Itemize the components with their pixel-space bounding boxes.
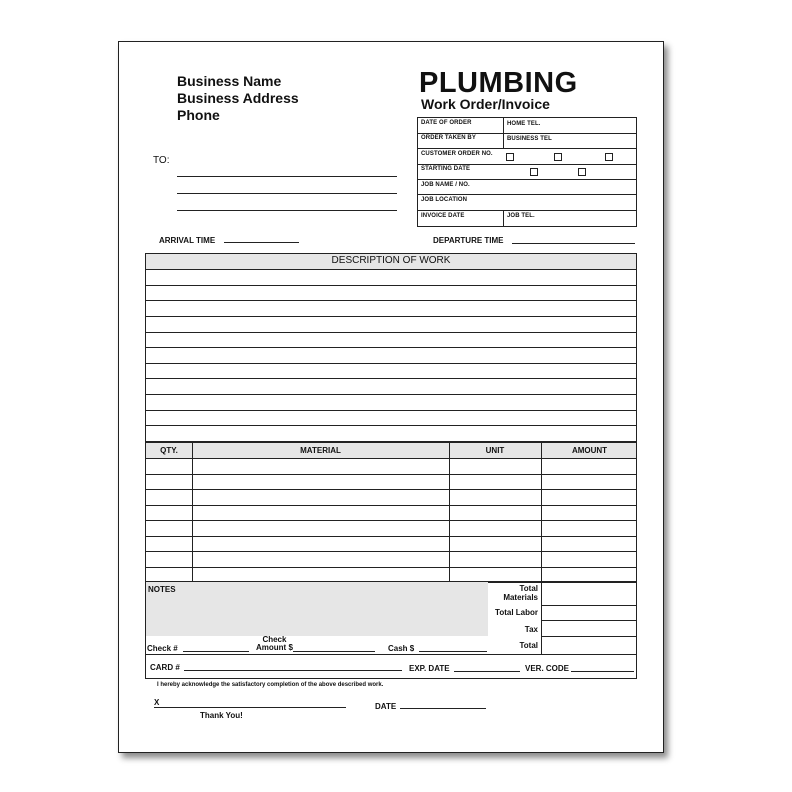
date-label: DATE bbox=[375, 702, 397, 711]
signature-line[interactable] bbox=[154, 707, 346, 708]
materials-table[interactable] bbox=[145, 442, 637, 583]
order-taken-by-label: ORDER TAKEN BY bbox=[421, 135, 476, 141]
check-amount-line[interactable] bbox=[293, 651, 375, 652]
notes-area[interactable] bbox=[146, 582, 488, 636]
total-materials-label: Total Materials bbox=[503, 584, 538, 602]
thank-you-text: Thank You! bbox=[200, 711, 243, 720]
order-info-box bbox=[417, 117, 637, 227]
invoice-date-label: INVOICE DATE bbox=[421, 213, 465, 219]
to-line-3[interactable] bbox=[177, 210, 397, 211]
starting-date-label: STARTING DATE bbox=[421, 166, 471, 172]
checkbox-4[interactable] bbox=[530, 168, 538, 176]
notes-label: NOTES bbox=[148, 585, 176, 594]
exp-date-label: EXP. DATE bbox=[409, 664, 450, 673]
card-no-label: CARD # bbox=[150, 663, 180, 672]
checkbox-3[interactable] bbox=[605, 153, 613, 161]
material-header: MATERIAL bbox=[300, 446, 341, 455]
form-subtitle: Work Order/Invoice bbox=[421, 96, 550, 112]
arrival-time-label: ARRIVAL TIME bbox=[159, 236, 216, 245]
arrival-time-line[interactable] bbox=[224, 242, 299, 243]
to-line-2[interactable] bbox=[177, 193, 397, 194]
description-of-work-box[interactable] bbox=[145, 253, 637, 442]
card-no-line[interactable] bbox=[184, 670, 402, 671]
qty-header: QTY. bbox=[160, 446, 178, 455]
checkbox-5[interactable] bbox=[578, 168, 586, 176]
total-label: Total bbox=[519, 641, 538, 650]
date-of-order-label: DATE OF ORDER bbox=[421, 120, 472, 126]
ver-code-label: VER. CODE bbox=[525, 664, 570, 673]
business-name: Business Name bbox=[177, 73, 282, 89]
job-tel-label: JOB TEL. bbox=[507, 213, 535, 219]
ver-code-line[interactable] bbox=[571, 671, 634, 672]
departure-time-label: DEPARTURE TIME bbox=[433, 236, 504, 245]
departure-time-line[interactable] bbox=[512, 243, 635, 244]
to-line-1[interactable] bbox=[177, 176, 397, 177]
business-address: Business Address bbox=[177, 90, 299, 106]
unit-header: UNIT bbox=[485, 446, 505, 455]
notes-totals-section bbox=[145, 581, 637, 679]
tax-label: Tax bbox=[524, 625, 538, 634]
description-header: DESCRIPTION OF WORK bbox=[331, 255, 451, 266]
check-no-line[interactable] bbox=[183, 651, 249, 652]
exp-date-line[interactable] bbox=[454, 671, 520, 672]
signature-x: X bbox=[154, 698, 160, 707]
to-label: TO: bbox=[153, 155, 170, 166]
business-phone: Phone bbox=[177, 107, 220, 123]
total-labor-label: Total Labor bbox=[495, 608, 538, 617]
cash-label: Cash $ bbox=[388, 644, 415, 653]
acknowledgement-text: I hereby acknowledge the satisfactory completion of the above described work. bbox=[157, 682, 384, 688]
job-location-label: JOB LOCATION bbox=[421, 197, 468, 203]
form-title: PLUMBING bbox=[419, 67, 578, 99]
cash-line[interactable] bbox=[419, 651, 487, 652]
customer-order-no-label: CUSTOMER ORDER NO. bbox=[421, 151, 493, 157]
amount-header: AMOUNT bbox=[571, 446, 608, 455]
checkbox-1[interactable] bbox=[506, 153, 514, 161]
check-amount-label: Check Amount $ bbox=[256, 635, 293, 652]
work-order-form bbox=[118, 41, 664, 753]
job-name-no-label: JOB NAME / NO. bbox=[421, 182, 470, 188]
business-tel-label: BUSINESS TEL bbox=[507, 136, 552, 142]
date-line[interactable] bbox=[400, 708, 486, 709]
checkbox-2[interactable] bbox=[554, 153, 562, 161]
home-tel-label: HOME TEL. bbox=[507, 121, 541, 127]
check-no-label: Check # bbox=[147, 644, 178, 653]
